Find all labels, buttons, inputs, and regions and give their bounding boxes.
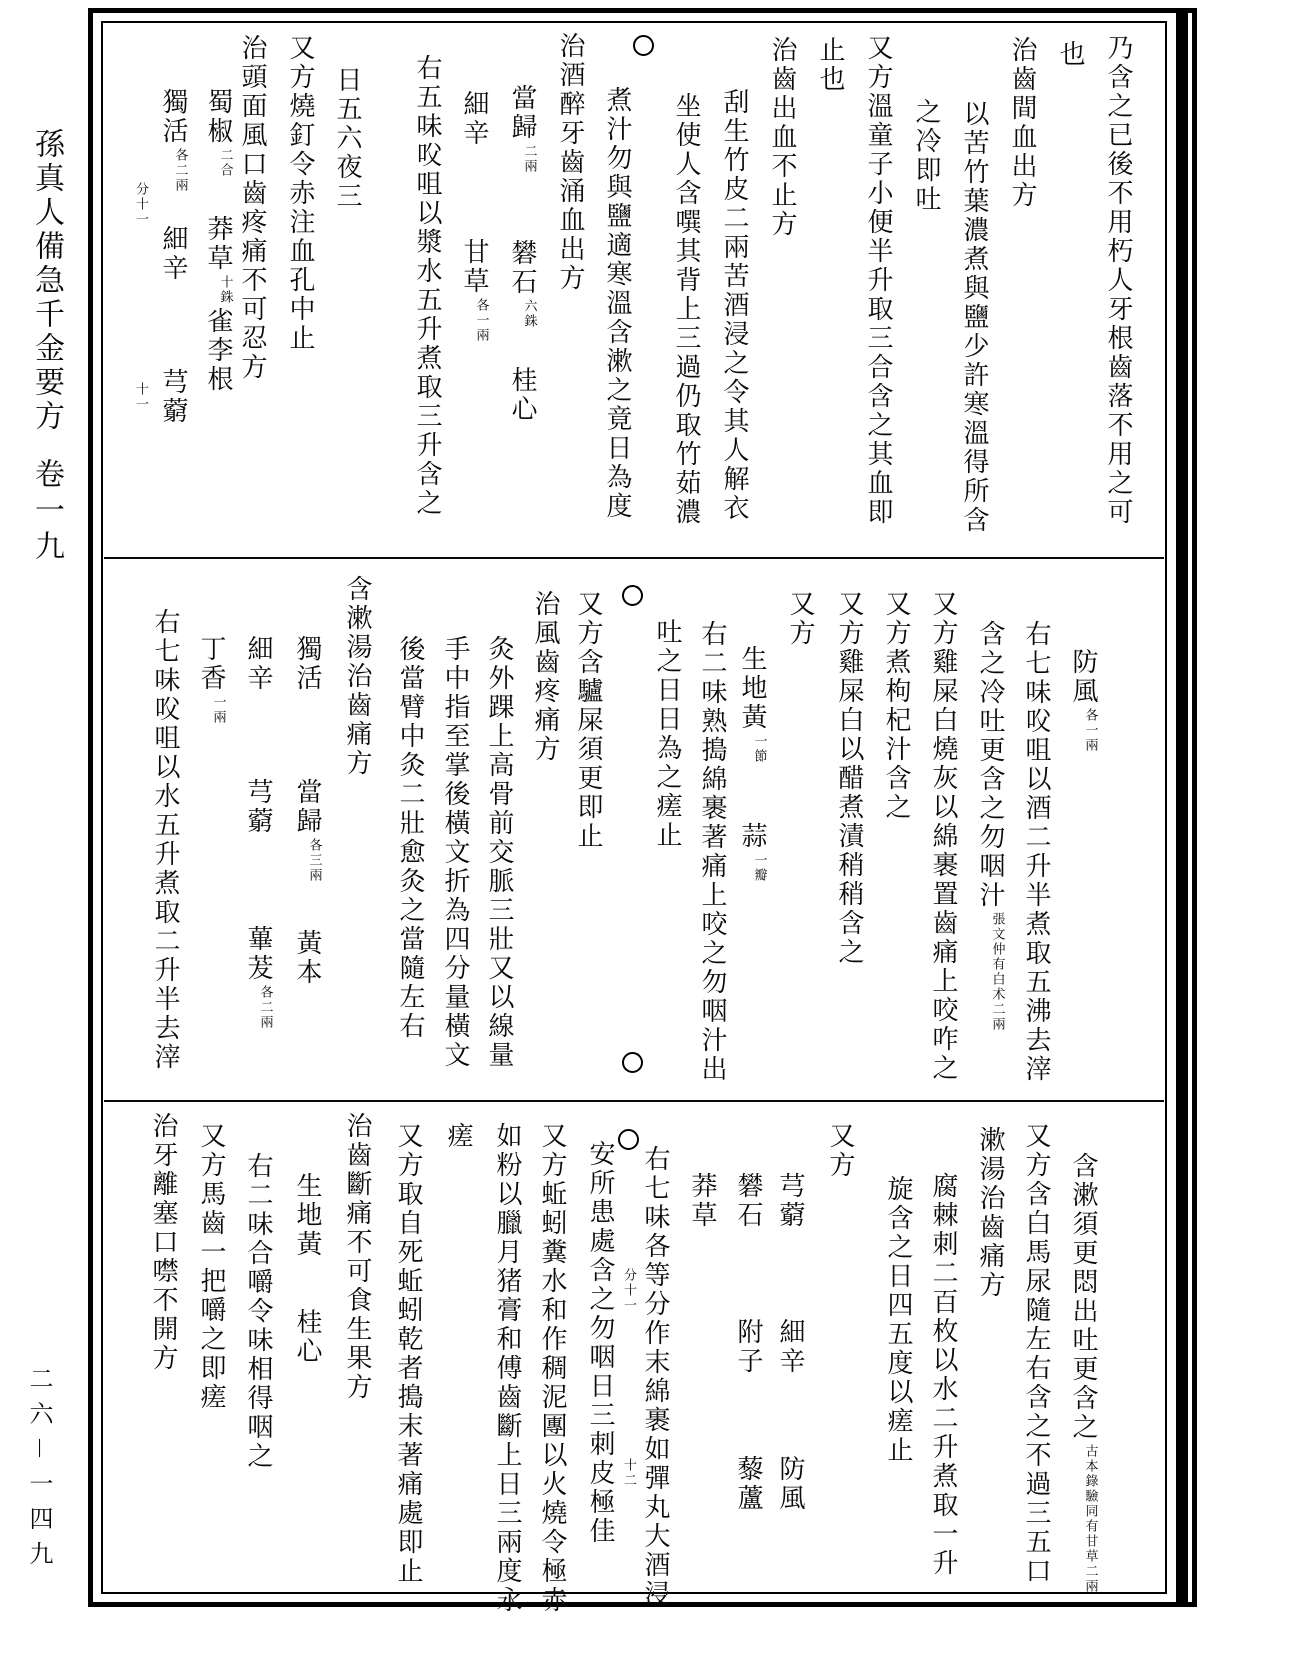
inline-dosage-note: 各三兩 bbox=[306, 838, 322, 883]
column-text: 獨活 bbox=[158, 88, 188, 146]
page-frame-right-edge bbox=[1176, 8, 1188, 1607]
text-column bbox=[609, 582, 655, 1076]
text-column bbox=[142, 608, 188, 1072]
column-text: 桂心 bbox=[507, 366, 537, 424]
text-column bbox=[334, 575, 380, 778]
text-column bbox=[277, 34, 323, 353]
column-text: 刮生竹皮二兩苦酒浸之令其人解衣 bbox=[719, 88, 749, 523]
column-text: 又方燒釘令赤注血孔中止 bbox=[285, 34, 315, 353]
column-text: 生地黃 bbox=[292, 1172, 322, 1259]
text-column bbox=[807, 36, 853, 94]
volume-label: 卷一九 bbox=[29, 458, 64, 566]
text-column bbox=[620, 32, 666, 59]
column-text: 防風 bbox=[1068, 648, 1098, 706]
column-text: 右七味㕮咀以水五升煮取二升半去滓 bbox=[150, 608, 180, 1072]
column-text: 漱湯治齒痛方 bbox=[975, 1126, 1005, 1300]
column-text: 治酒醉牙齒涌血出方 bbox=[555, 32, 585, 293]
column-text: 治齒出血不止方 bbox=[767, 36, 797, 239]
text-column bbox=[1013, 1122, 1059, 1586]
column-text: 煮汁勿與鹽適寒溫含漱之竟日為度 bbox=[602, 86, 632, 521]
column-text: 腐棘刺二百枚以水二升煮取一升 bbox=[928, 1172, 958, 1578]
text-column bbox=[451, 90, 497, 343]
page-number: 二六－一四九 bbox=[25, 1366, 53, 1576]
column-text: 又方雞屎白燒灰以綿裹置齒痛上咬咋之 bbox=[928, 590, 958, 1083]
column-text: 丁香 bbox=[196, 635, 226, 693]
column-text: 礬石 bbox=[507, 239, 537, 297]
column-text: 如粉以臘月猪膏和傅齒斷上日三兩度永 bbox=[492, 1122, 522, 1615]
text-column bbox=[385, 1122, 431, 1586]
inline-dosage-note: 一節 bbox=[751, 734, 767, 764]
text-column bbox=[334, 1112, 380, 1402]
column-text: 右五味㕮咀以漿水五升煮取三升含之 bbox=[412, 54, 442, 518]
text-column bbox=[594, 86, 640, 521]
column-text: 芎藭 bbox=[775, 1172, 805, 1230]
inline-dosage-note: 各二兩 bbox=[172, 148, 188, 193]
column-text: 獨活 bbox=[292, 635, 322, 693]
text-column bbox=[117, 182, 163, 412]
inline-dosage-note: 張文仲有白术二兩 bbox=[989, 912, 1005, 1032]
column-text: 右七味各等分作末綿裹如彈丸大酒浸 bbox=[640, 1145, 670, 1609]
text-column bbox=[967, 1126, 1013, 1300]
column-text: 又方含白馬尿隨左右含之不過三五口 bbox=[1021, 1122, 1051, 1586]
text-column bbox=[725, 1172, 771, 1513]
column-text: 治齒斷痛不可食生果方 bbox=[342, 1112, 372, 1402]
text-column bbox=[1095, 34, 1141, 527]
text-column bbox=[1047, 40, 1093, 69]
column-text: 又方 bbox=[825, 1122, 855, 1180]
column-text: 當歸 bbox=[292, 778, 322, 836]
text-column bbox=[324, 66, 370, 211]
column-text: 蜀椒 bbox=[203, 88, 233, 146]
column-text: 雀李根 bbox=[203, 307, 233, 394]
column-text: 右七味㕮咀以酒二升半煮取五沸去滓 bbox=[1021, 620, 1051, 1084]
column-text: 含之冷吐更含之勿咽汁 bbox=[975, 620, 1005, 910]
column-text: 右二味熟搗綿裹著痛上咬之勿咽汁出 bbox=[697, 620, 727, 1084]
small-margin-note: 十一 bbox=[133, 382, 148, 412]
inline-dosage-note: 各二兩 bbox=[257, 985, 273, 1030]
text-column bbox=[547, 32, 593, 293]
text-column bbox=[777, 590, 823, 648]
column-text: 又方馬齒一把嚼之即瘥 bbox=[196, 1122, 226, 1412]
column-text: 治風齒疼痛方 bbox=[530, 590, 560, 764]
book-title: 孫真人備急千金要方 bbox=[29, 128, 64, 434]
text-column bbox=[565, 590, 611, 851]
inline-dosage-note: 二合 bbox=[217, 148, 233, 178]
text-column bbox=[920, 590, 966, 1083]
text-column bbox=[235, 1152, 281, 1471]
text-column bbox=[873, 590, 919, 822]
text-column bbox=[404, 54, 450, 518]
column-text: 也 bbox=[1055, 40, 1085, 69]
column-text: 甘草 bbox=[459, 238, 489, 296]
text-column bbox=[1060, 648, 1106, 753]
inline-dosage-note: 各一兩 bbox=[473, 298, 489, 343]
column-text: 芎藭 bbox=[158, 368, 188, 426]
text-column bbox=[522, 590, 568, 764]
column-text: 治牙離塞口噤不開方 bbox=[148, 1112, 178, 1373]
text-column bbox=[432, 635, 478, 1070]
column-text: 安所患處含之勿咽日三刺皮極佳 bbox=[585, 1140, 615, 1546]
text-column bbox=[951, 100, 997, 535]
text-column bbox=[817, 1122, 863, 1180]
column-text: 後當臂中灸二壯愈灸之當隨左右 bbox=[395, 635, 425, 1041]
text-column bbox=[529, 1122, 575, 1615]
column-text: 瘥 bbox=[443, 1122, 473, 1151]
text-column bbox=[903, 98, 949, 214]
column-text: 又方取自死蚯蚓乾者搗末著痛處即止 bbox=[393, 1122, 423, 1586]
column-text: 又方溫童子小便半升取三合含之其血即 bbox=[863, 34, 893, 527]
register-divider-bottom bbox=[104, 1100, 1164, 1102]
small-margin-note: 十二 bbox=[621, 1458, 636, 1488]
text-column bbox=[484, 1122, 530, 1615]
column-text: 藜蘆 bbox=[733, 1455, 763, 1513]
column-text: 細辛 bbox=[459, 90, 489, 148]
text-column bbox=[729, 645, 775, 883]
column-text: 吐之日日為之瘥止 bbox=[652, 618, 682, 850]
text-column bbox=[920, 1172, 966, 1578]
column-text: 含漱須更悶出吐更含之 bbox=[1068, 1152, 1098, 1442]
column-text: 止也 bbox=[815, 36, 845, 94]
text-column bbox=[435, 1122, 481, 1151]
text-column bbox=[188, 1122, 234, 1412]
register-divider-top bbox=[104, 557, 1164, 559]
column-text: 又方含驢屎須更即止 bbox=[573, 590, 603, 851]
column-text: 治頭面風口齒疼痛不可忍方 bbox=[237, 34, 267, 382]
text-column bbox=[826, 590, 872, 967]
column-text: 右二味合嚼令味相得咽之 bbox=[243, 1152, 273, 1471]
column-text: 灸外踝上高骨前交脈三壯又以線量 bbox=[484, 635, 514, 1070]
column-text: 細辛 bbox=[775, 1318, 805, 1376]
section-marker-circle bbox=[633, 35, 654, 56]
text-column bbox=[1060, 1152, 1106, 1594]
column-text: 乃含之已後不用朽人牙根齒落不用之可 bbox=[1103, 34, 1133, 527]
text-column bbox=[875, 1175, 921, 1465]
text-column bbox=[999, 36, 1045, 210]
text-column bbox=[663, 92, 709, 527]
column-text: 手中指至掌後橫文折為四分量橫文 bbox=[440, 635, 470, 1070]
column-text: 防風 bbox=[775, 1455, 805, 1513]
column-text: 細辛 bbox=[158, 225, 188, 283]
text-column bbox=[140, 1112, 186, 1373]
text-column bbox=[767, 1172, 813, 1513]
text-column bbox=[855, 34, 901, 527]
column-text: 附子 bbox=[733, 1318, 763, 1376]
column-text: 當歸 bbox=[507, 84, 537, 142]
text-column bbox=[476, 635, 522, 1070]
column-text: 治齒間血出方 bbox=[1007, 36, 1037, 210]
inline-dosage-note: 十銖 bbox=[217, 275, 233, 305]
text-column bbox=[1013, 620, 1059, 1084]
column-text: 坐使人含噀其背上三過仍取竹茹濃 bbox=[671, 92, 701, 527]
inline-dosage-note: 一瓣 bbox=[751, 853, 767, 883]
text-column bbox=[679, 1172, 725, 1230]
text-column bbox=[967, 620, 1013, 1032]
column-text: 桂心 bbox=[292, 1308, 322, 1366]
text-column bbox=[759, 36, 805, 239]
text-column bbox=[689, 620, 735, 1084]
column-text: 黃本 bbox=[292, 929, 322, 987]
column-text: 又方蚯蚓糞水和作稠泥團以火燒令極赤 bbox=[537, 1122, 567, 1615]
text-column bbox=[387, 635, 433, 1041]
column-text: 又方雞屎白以醋煮漬稍稍含之 bbox=[834, 590, 864, 967]
text-column bbox=[188, 635, 234, 725]
text-column bbox=[577, 1140, 623, 1546]
small-margin-note: 分十一 bbox=[621, 1268, 636, 1313]
column-text: 蒜 bbox=[737, 822, 767, 851]
text-column bbox=[499, 84, 545, 424]
inline-dosage-note: 古本錄驗同有甘草二兩 bbox=[1082, 1444, 1098, 1594]
column-text: 又方 bbox=[785, 590, 815, 648]
column-text: 旋含之日四五度以瘥止 bbox=[883, 1175, 913, 1465]
text-column bbox=[235, 635, 281, 1030]
inline-dosage-note: 六銖 bbox=[521, 299, 537, 329]
text-column bbox=[284, 635, 330, 987]
column-text: 礬石 bbox=[733, 1172, 763, 1230]
small-margin-note: 分十一 bbox=[133, 182, 148, 227]
column-text: 芎藭 bbox=[243, 778, 273, 836]
section-marker-circle bbox=[622, 585, 643, 606]
column-text: 日五六夜三 bbox=[332, 66, 362, 211]
text-column bbox=[711, 88, 757, 523]
inline-dosage-note: 一兩 bbox=[210, 695, 226, 725]
inline-dosage-note: 二兩 bbox=[521, 144, 537, 174]
text-column bbox=[284, 1172, 330, 1366]
column-text: 生地黃 bbox=[737, 645, 767, 732]
section-marker-circle bbox=[622, 1052, 643, 1073]
column-text: 又方煮枸杞汁含之 bbox=[881, 590, 911, 822]
column-text: 莽草 bbox=[203, 215, 233, 273]
column-text: 含漱湯治齒痛方 bbox=[342, 575, 372, 778]
column-text: 莽草 bbox=[687, 1172, 717, 1230]
column-text: 蓽茇 bbox=[243, 925, 273, 983]
column-text: 之冷即吐 bbox=[911, 98, 941, 214]
column-text: 細辛 bbox=[243, 635, 273, 693]
inline-dosage-note: 各一兩 bbox=[1082, 708, 1098, 753]
text-column bbox=[195, 88, 241, 394]
column-text: 以苦竹葉濃煮與鹽少許寒溫得所含 bbox=[959, 100, 989, 535]
